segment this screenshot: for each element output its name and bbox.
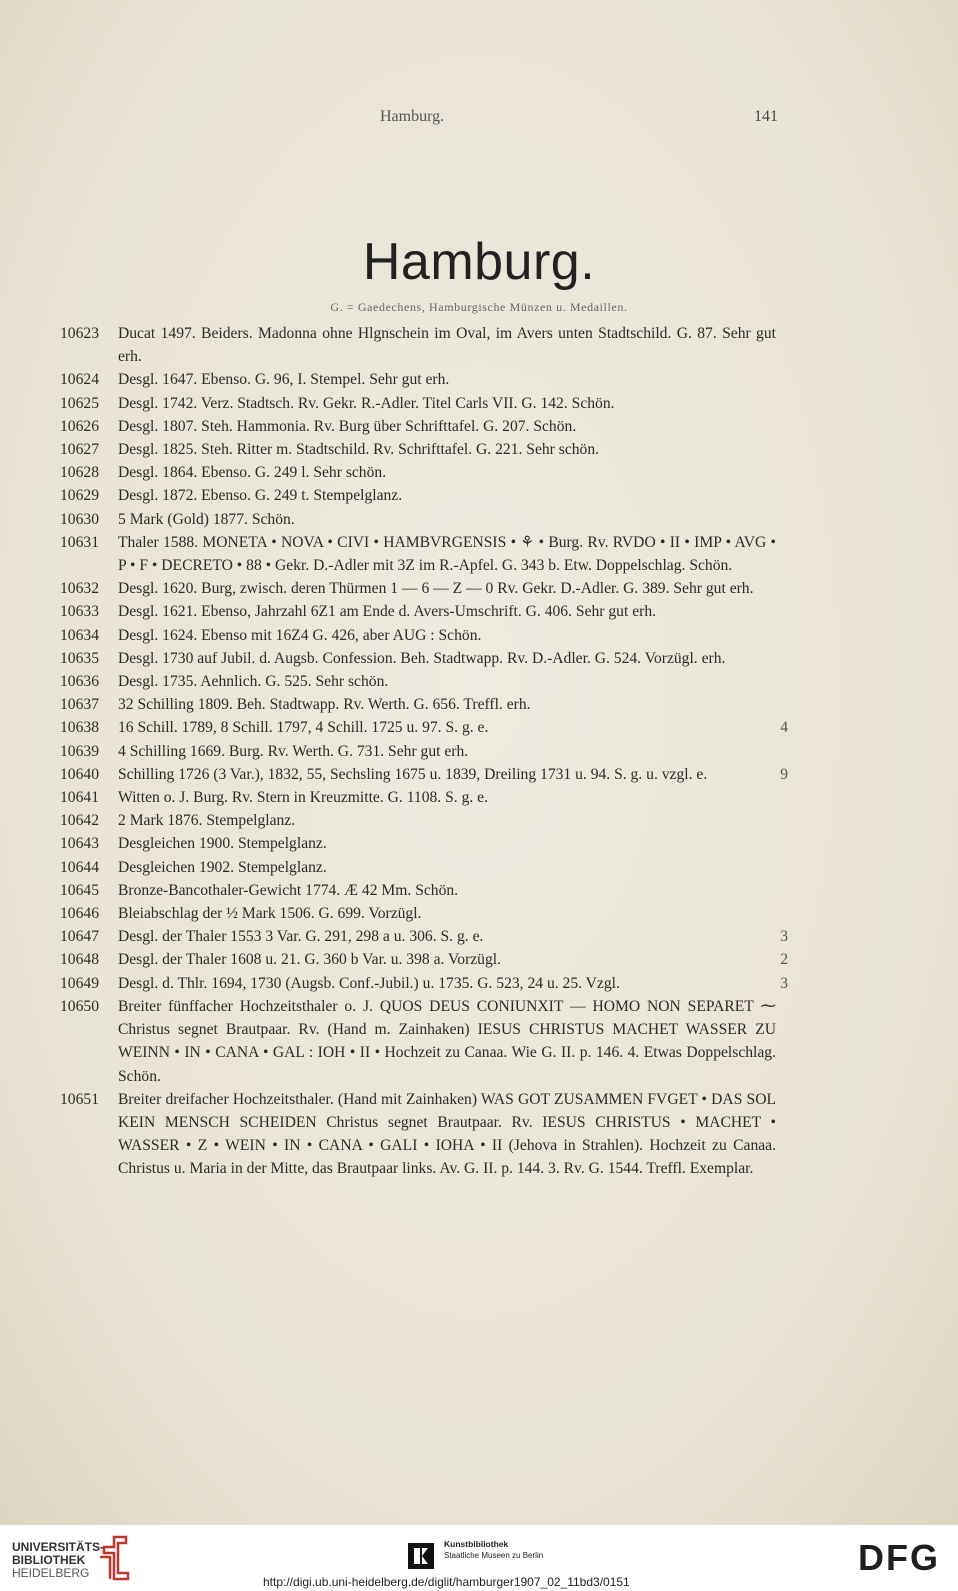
catalog-entry [60,1088,788,1181]
lot-count-note: 3 [780,974,788,992]
ub-heidelberg-icon [92,1533,132,1583]
catalog-entries [60,322,788,1181]
lot-number: 10644 [60,858,99,876]
lot-description: Desgl. 1735. Aehnlich. G. 525. Sehr schön. [118,673,389,691]
lot-number: 10650 [60,997,99,1015]
lot-description: Schilling 1726 (3 Var.), 1832, 55, Sechsling 1675 u. 1839, Dreiling 1731 u. 94. S. g. u. vzgl. e. [118,765,708,783]
catalog-entry [60,647,788,670]
catalog-entry [60,577,788,600]
lot-description: 16 Schill. 1789, 8 Schill. 1797, 4 Schill. 1725 u. 97. S. g. e. [118,719,489,737]
university-library-logo-text[interactable] [12,1541,104,1580]
catalog-entry [60,392,788,415]
lot-description: Desgl. 1621. Ebenso, Jahrzahl 6Z1 am Ende d. Avers-Umschrift. G. 406. Sehr gut erh. [118,603,657,621]
lot-number: 10625 [60,394,99,412]
catalog-entry [60,925,788,948]
lot-number: 10642 [60,812,99,830]
section-title: Hamburg. [362,233,596,291]
lot-description: Desgl. der Thaler 1553 3 Var. G. 291, 298 a u. 306. S. g. e. [118,928,484,946]
lot-number: 10627 [60,441,99,459]
lot-number: 10634 [60,626,99,644]
lot-description: Desgl. der Thaler 1608 u. 21. G. 360 b Var. u. 398 a. Vorzügl. [118,951,502,969]
permalink-url[interactable]: http://digi.ub.uni-heidelberg.de/diglit/hamburger1907_02_11bd3/0151 [263,1575,630,1589]
lot-number: 10637 [60,696,99,714]
lot-number: 10626 [60,417,99,435]
lot-description: Desgleichen 1900. Stempelglanz. [118,835,327,853]
lot-description: 32 Schilling 1809. Beh. Stadtwapp. Rv. Werth. G. 656. Treffl. erh. [118,696,531,714]
uni-line-2: BIBLIOTHEK [12,1553,86,1567]
lot-number: 10624 [60,371,99,389]
lot-number: 10641 [60,789,99,807]
lot-count-note: 2 [780,951,788,969]
lot-number: 10648 [60,951,99,969]
lot-description: Breiter dreifacher Hochzeitsthaler. (Hand mit Zainhaken) WAS GOT ZUSAMMEN FVGET • DAS SOL KEIN MENSCH SCHEIDEN Christus segnet Brautpaar. Rv. IESUS CHRISTUS • MACHET • WASSER • Z • WEIN • IN • CANA • GALI • IOHA • II (Jehova in Strahlen). Hochzeit zu Canaa. Christus u. Maria in der Mitte, das Brautpaar links. Av. G. II. p. 144. 3. Rv. G. 1544. Treffl. Exemplar. [118,1090,776,1178]
lot-description: Desgl. 1730 auf Jubil. d. Augsb. Confession. Beh. Stadtwapp. Rv. D.-Adler. G. 524. Vorzügl. erh. [118,649,726,667]
lot-description: Desgl. 1620. Burg, zwisch. deren Thürmen 1 — 6 — Z — 0 Rv. Gekr. D.-Adler. G. 389. Sehr gut erh. [118,580,754,598]
catalog-entry [60,368,788,391]
lot-description: 5 Mark (Gold) 1877. Schön. [118,510,295,528]
lot-description: 2 Mark 1876. Stempelglanz. [118,812,296,830]
kb-line-2: Staatliche Museen zu Berlin [444,1551,544,1560]
catalog-entry [60,995,788,1088]
kunstbibliothek-icon [408,1543,434,1569]
catalog-entry [60,948,788,971]
lot-count-note: 9 [780,765,788,783]
lot-number: 10629 [60,487,99,505]
lot-description: Breiter fünffacher Hochzeitsthaler o. J. QUOS DEUS CONIUNXIT — HOMO NON SEPARET ⁓ Christus segnet Brautpaar. Rv. (Hand m. Zainhaken) IESUS CHRISTUS MACHET WASSER ZU WEINN • IN • CANA • GAL : IOH • II • Hochzeit zu Canaa. Wie G. II. p. 146. 4. Etwas Doppelschlag. Schön. [118,997,776,1085]
lot-number: 10645 [60,881,99,899]
uni-line-1: UNIVERSITÄTS- [12,1540,105,1554]
lot-description: Desgl. 1742. Verz. Stadtsch. Rv. Gekr. R.-Adler. Titel Carls VII. G. 142. Schön. [118,394,615,412]
lot-number: 10628 [60,464,99,482]
catalog-entry [60,716,788,739]
lot-description: Desgleichen 1902. Stempelglanz. [118,858,327,876]
catalog-entry [60,415,788,438]
lot-description: Witten o. J. Burg. Rv. Stern in Kreuzmitte. G. 1108. S. g. e. [118,789,488,807]
lot-description: Desgl. 1647. Ebenso. G. 96, I. Stempel. Sehr gut erh. [118,371,450,389]
catalog-entry [60,438,788,461]
lot-number: 10651 [60,1090,99,1108]
catalog-entry [60,693,788,716]
catalog-entry [60,972,788,995]
lot-number: 10649 [60,974,99,992]
lot-count-note: 4 [780,719,788,737]
lot-count-note: 3 [780,928,788,946]
catalog-entry [60,856,788,879]
lot-number: 10639 [60,742,99,760]
catalog-entry [60,508,788,531]
dfg-logo[interactable]: DFG [858,1537,940,1578]
catalog-entry [60,484,788,507]
lot-description: Desgl. 1825. Steh. Ritter m. Stadtschild. Rv. Schrifttafel. G. 221. Sehr schön. [118,441,600,459]
uni-line-3: HEIDELBERG [12,1566,90,1580]
catalog-entry [60,879,788,902]
catalog-entry [60,600,788,623]
catalog-entry [60,902,788,925]
lot-number: 10647 [60,928,99,946]
lot-number: 10640 [60,765,99,783]
lot-number: 10632 [60,580,99,598]
footer-bar [0,1525,958,1591]
lot-description: 4 Schilling 1669. Burg. Rv. Werth. G. 731. Sehr gut erh. [118,742,469,760]
lot-description: Desgl. 1807. Steh. Hammonia. Rv. Burg über Schrifttafel. G. 207. Schön. [118,417,577,435]
lot-description: Desgl. 1624. Ebenso mit 16Z4 G. 426, aber AUG : Schön. [118,626,482,644]
catalog-entry [60,832,788,855]
lot-description: Bleiabschlag der ½ Mark 1506. G. 699. Vorzügl. [118,905,422,923]
lot-number: 10646 [60,905,99,923]
catalog-entry [60,624,788,647]
lot-number: 10635 [60,649,99,667]
catalog-entry [60,763,788,786]
lot-number: 10636 [60,673,99,691]
catalog-entry [60,786,788,809]
catalog-entry [60,809,788,832]
lot-description: Desgl. 1872. Ebenso. G. 249 t. Stempelglanz. [118,487,403,505]
kb-line-1: Kunstbibliothek [444,1539,509,1549]
lot-number: 10633 [60,603,99,621]
catalog-entry [60,322,788,368]
section-subtitle: G. = Gaedechens, Hamburgische Münzen u. Medaillen. [330,300,628,314]
lot-number: 10631 [60,533,99,551]
lot-description: Desgl. 1864. Ebenso. G. 249 l. Sehr schön. [118,464,387,482]
page-number: 141 [754,108,778,125]
lot-number: 10623 [60,325,99,342]
kunstbibliothek-text[interactable] [444,1539,543,1561]
lot-number: 10630 [60,510,99,528]
catalog-entry [60,531,788,577]
lot-number: 10638 [60,719,99,737]
lot-description: Desgl. d. Thlr. 1694, 1730 (Augsb. Conf.-Jubil.) u. 1735. G. 523, 24 u. 25. Vzgl. [118,974,620,992]
catalog-entry [60,740,788,763]
lot-number: 10643 [60,835,99,853]
catalog-entry [60,461,788,484]
lot-description: Thaler 1588. MONETA • NOVA • CIVI • HAMBVRGENSIS • ⚘ • Burg. Rv. RVDO • II • IMP • AVG • P • F • DECRETO • 88 • Gekr. D.-Adler mit 3Z im R.-Apfel. G. 343 b. Etw. Doppelschlag. Schön. [118,533,776,575]
lot-description: Bronze-Bancothaler-Gewicht 1774. Æ 42 Mm. Schön. [118,881,459,899]
lot-description: Ducat 1497. Beiders. Madonna ohne Hlgnschein im Oval, im Avers unten Stadtschild. G. 87. Sehr gut erh. [118,325,776,366]
running-title: Hamburg. [380,108,445,125]
catalog-entry [60,670,788,693]
